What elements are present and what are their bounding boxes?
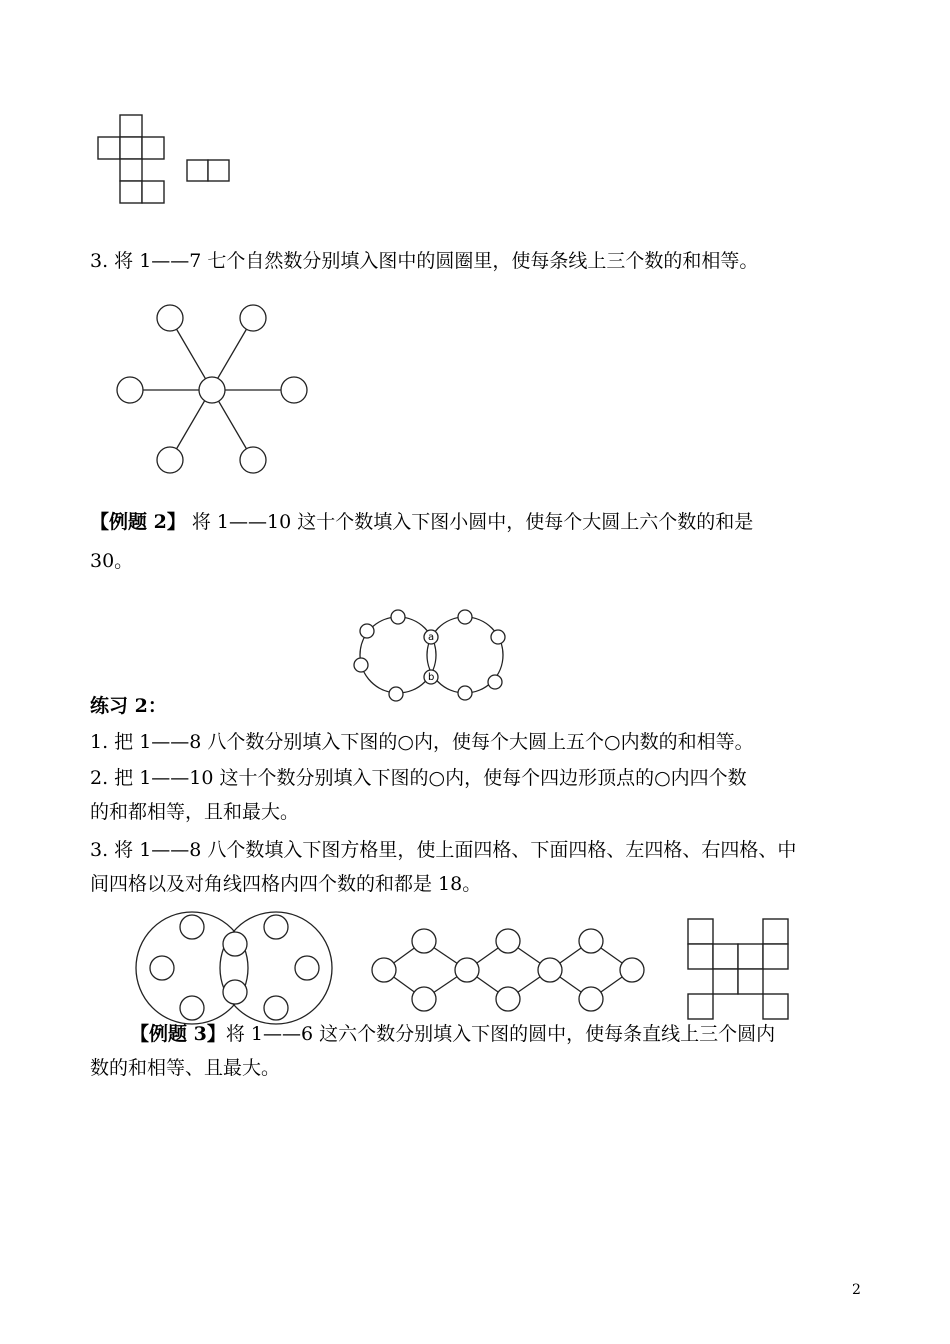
marker-b: b [428,672,435,683]
example3-label: 【例题 3】 [130,1023,226,1045]
practice2-item2-line1: 2. 把 1——10 这十个数分别填入下图的○内，使每个四边形顶点的○内四个数 [90,767,747,789]
practice2-heading: 练习 2： [90,695,167,717]
quadrilateral-chain-figure [372,929,644,1011]
square-grid-figure [0,0,950,220]
example3-text: 将 1——6 这六个数分别填入下图的圆中，使每条直线上三个圆内 [225,1023,776,1045]
example2-line2: 30。 [90,550,134,572]
example2-text: 将 1——10 这十个数填入下图小圆中，使每个大圆上六个数的和是 [185,511,754,533]
star-circle-diagram [0,290,360,490]
marker-a: a [428,632,435,643]
practice2-item2-line2: 的和都相等，且和最大。 [90,801,300,823]
example3-line1 [130,1018,775,1050]
practice2-item3-line1: 3. 将 1——8 八个数填入下图方格里，使上面四格、下面四格、左四格、右四格、中 [90,839,797,861]
example3-line2: 数的和相等、且最大。 [90,1057,281,1079]
example2-line1 [90,506,753,538]
example2-label: 【例题 2】 [90,511,186,533]
page-number: 2 [852,1282,861,1298]
h-shaped-grid-figure [688,919,788,1019]
practice2-item3-line2: 间四格以及对角线四格内四个数的和都是 18。 [90,873,482,895]
practice2-figures [0,900,950,1030]
practice1-item3: 3. 将 1——7 七个自然数分别填入图中的圆圈里，使每条线上三个数的和相等。 [90,250,759,272]
example2-two-circle-diagram [340,605,520,705]
practice2-item1: 1. 把 1——8 八个数分别填入下图的○内，使每个大圆上五个○内数的和相等。 [90,731,754,753]
two-big-circles-figure [136,912,332,1024]
